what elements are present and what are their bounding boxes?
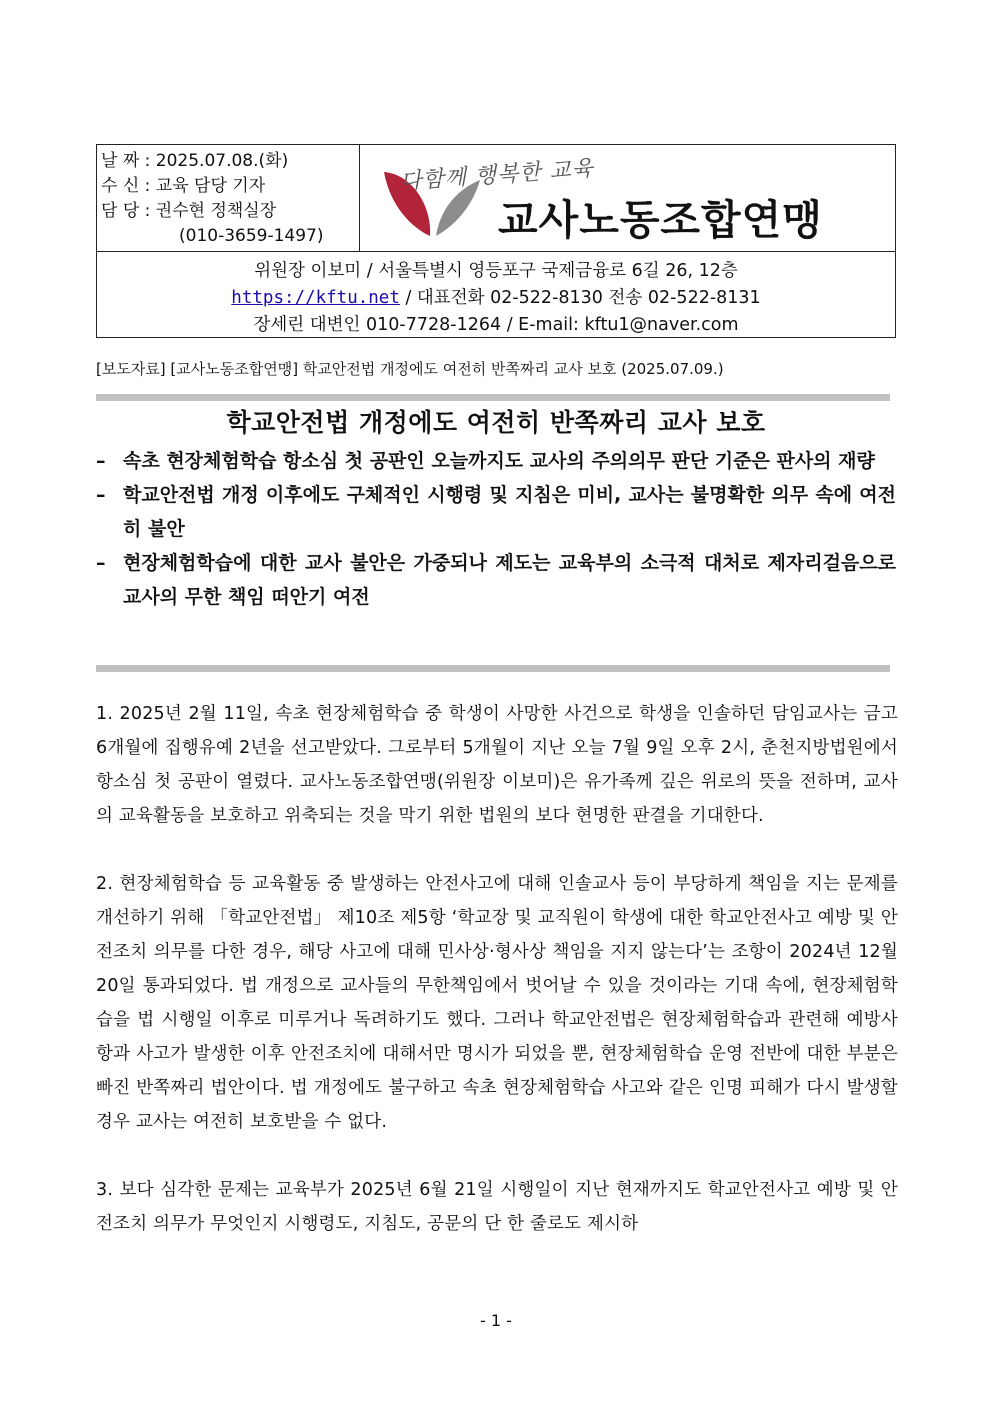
- subtitle-dash: –: [96, 552, 106, 574]
- website-link[interactable]: https://kftu.net: [231, 288, 400, 308]
- subtitle-text: 학교안전법 개정 이후에도 구체적인 시행령 및 지침은 미비, 교사는 불명확한 의무 속에 여전히 불안: [123, 484, 896, 540]
- subtitle-item: [96, 478, 896, 546]
- subtitle-dash: –: [96, 484, 106, 506]
- page-number: - 1 -: [480, 1311, 512, 1330]
- press-release-line: [보도자료] [교사노동조합연맹] 학교안전법 개정에도 여전히 반쪽짜리 교사 보호 (2025.07.09.): [96, 360, 724, 378]
- page-title: 학교안전법 개정에도 여전히 반쪽짜리 교사 보호: [226, 408, 766, 437]
- contact-phone-line: (010-3659-1497): [179, 226, 324, 246]
- subtitle-dash: –: [96, 450, 106, 472]
- paragraph-3: 3. 보다 심각한 문제는 교육부가 2025년 6월 21일 시행일이 지난 현재까지도 학교안전사고 예방 및 안전조치 의무가 무엇인지 시행령도, 지침도, 공문의 단 한 줄로도 제시하: [96, 1180, 898, 1234]
- subtitle-item: [96, 444, 896, 478]
- subtitle-list: [96, 444, 896, 614]
- slogan-text: 다함께 행복한 교육: [399, 156, 595, 195]
- meta-info: [97, 145, 360, 251]
- bottom-divider: [96, 665, 890, 672]
- top-divider: [96, 394, 890, 401]
- org-name: 교사노동조합연맹: [498, 196, 823, 244]
- recipient-line: 수 신 : 교육 담당 기자: [101, 176, 266, 196]
- spokesperson-line: 장세린 대변인 010-7728-1264 / E-mail: kftu1@naver.com: [253, 315, 739, 335]
- address-line: 위원장 이보미 / 서울특별시 영등포구 국제금융로 6길 26, 12층: [254, 261, 738, 281]
- subtitle-item: [96, 546, 896, 614]
- phone-text: / 대표전화 02-522-8130 전송 02-522-8131: [399, 288, 761, 308]
- contact-info: [97, 251, 895, 337]
- subtitle-text: 현장체험학습에 대한 교사 불안은 가중되나 제도는 교육부의 소극적 대처로 제자리걸음으로 교사의 무한 책임 떠안기 여전: [123, 552, 896, 608]
- paragraph-1: 1. 2025년 2월 11일, 속초 현장체험학습 중 학생이 사망한 사건으로 학생을 인솔하던 담임교사는 금고 6개월에 집행유예 2년을 선고받았다. 그로부터 5개월이 지난 오늘 7월 9일 오후 2시, 춘천지방법원에서 항소심 첫 공판이 열렸다. 교사노동조합연맹(위원장 이보미)은 유가족께 깊은 위로의 뜻을 전하며, 교사의 교육활동을 보호하고 위축되는 것을 막기 위한 법원의 보다 현명한 판결을 기대한다.: [96, 704, 898, 826]
- subtitle-text: 속초 현장체험학습 항소심 첫 공판인 오늘까지도 교사의 주의의무 판단 기준은 판사의 재량: [123, 450, 875, 472]
- contact-person-line: 담 당 : 권수현 정책실장: [101, 201, 277, 221]
- date-line: 날 짜 : 2025.07.08.(화): [101, 151, 289, 171]
- body-text: [96, 697, 898, 1275]
- paragraph-2: 2. 현장체험학습 등 교육활동 중 발생하는 안전사고에 대해 인솔교사 등이 부당하게 책임을 지는 문제를 개선하기 위해 「학교안전법」 제10조 제5항 ‘학교장 및 교직원이 학생에 대한 학교안전사고 예방 및 안전조치 의무를 다한 경우, 해당 사고에 대해 민사상·형사상 책임을 지지 않는다’는 조항이 2024년 12월 20일 통과되었다. 법 개정으로 교사들의 무한책임에서 벗어날 수 있을 것이라는 기대 속에, 현장체험학습을 법 시행일 이후로 미루거나 독려하기도 했다. 그러나 학교안전법은 현장체험학습과 관련해 예방사항과 사고가 발생한 이후 안전조치에 대해서만 명시가 되었을 뿐, 현장체험학습 운영 전반에 대한 부분은 빠진 반쪽짜리 법안이다. 법 개정에도 불구하고 속초 현장체험학습 사고와 같은 인명 피해가 다시 발생할 경우 교사는 여전히 보호받을 수 없다.: [96, 874, 898, 1132]
